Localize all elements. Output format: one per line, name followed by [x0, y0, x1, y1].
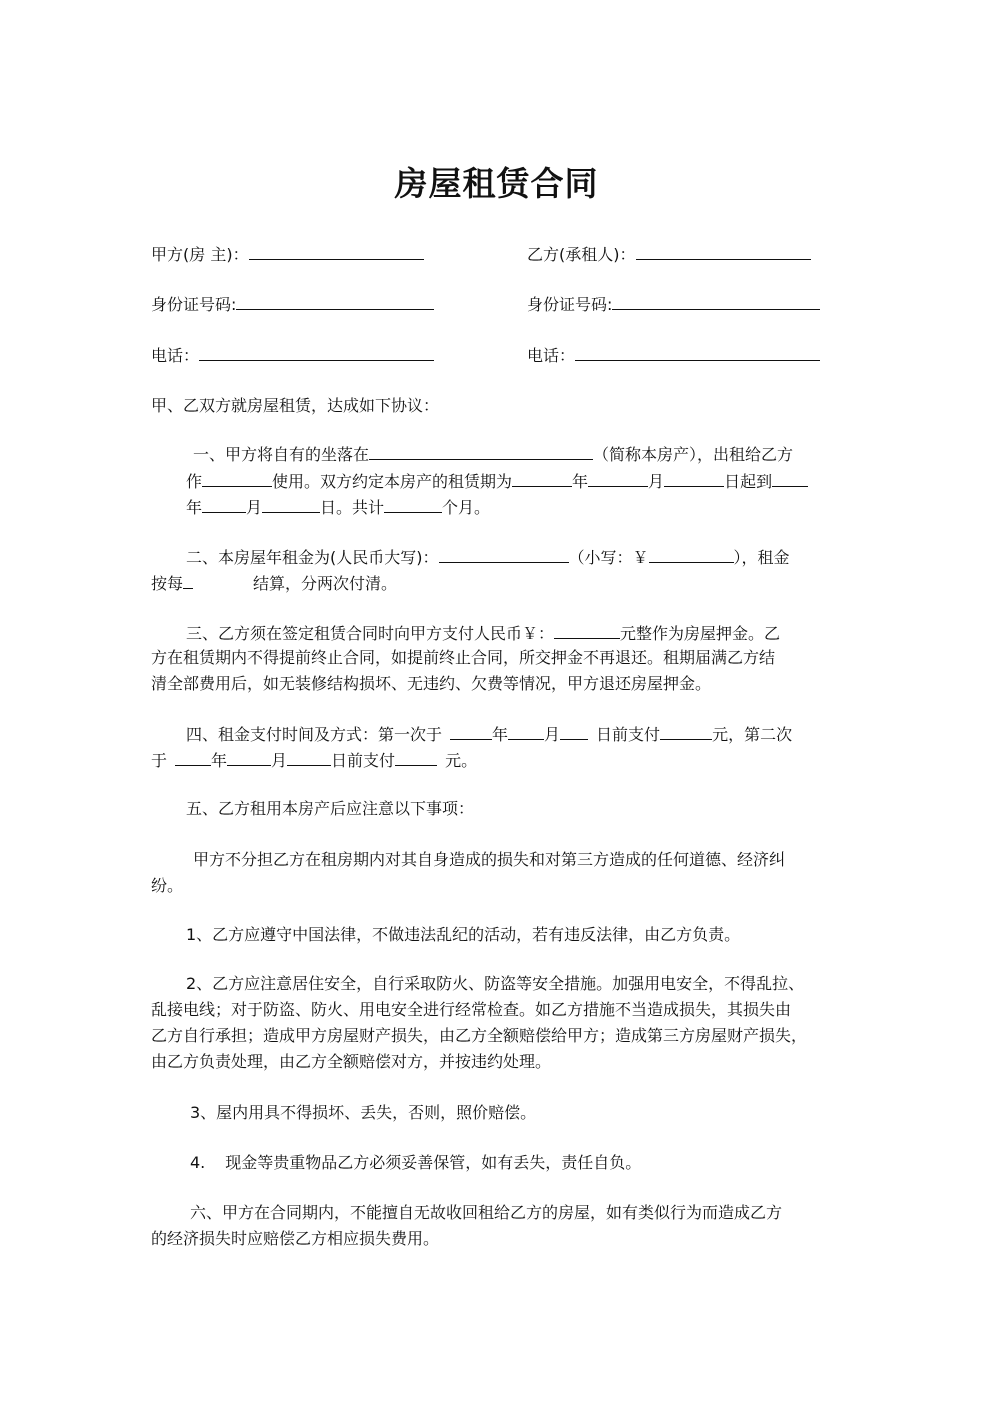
- first-pay-amount-field[interactable]: [660, 720, 712, 740]
- party-b-name-line: [527, 240, 811, 268]
- party-a-name-field[interactable]: [249, 240, 424, 260]
- party-b-name-field[interactable]: [636, 240, 811, 260]
- clause1-line3: [186, 493, 490, 521]
- clause5-item3: 3、屋内用具不得损坏、丢失，否则，照价赔偿。: [190, 1103, 537, 1122]
- year-label: 年: [492, 725, 509, 744]
- clause4-text: 四、租金支付时间及方式：第一次于: [186, 725, 443, 744]
- party-b-id-line: [527, 290, 820, 318]
- clause1-line1: [193, 440, 793, 468]
- month-label: 月: [648, 472, 665, 491]
- year-label: 年: [186, 498, 203, 517]
- property-location-field[interactable]: [369, 440, 593, 460]
- party-b-phone-line: [527, 341, 820, 369]
- clause4-line2: [151, 746, 477, 774]
- clause5-item1: 1、乙方应遵守中国法律，不做违法乱纪的活动，若有违反法律，由乙方负责。: [186, 925, 741, 944]
- annual-rent-words-field[interactable]: [439, 543, 569, 563]
- start-year-field[interactable]: [512, 467, 572, 487]
- party-b-id-label: 身份证号码:: [527, 295, 613, 314]
- second-pay-day-field[interactable]: [287, 746, 331, 766]
- end-day-field[interactable]: [262, 493, 320, 513]
- clause5-item2-line2: 乱接电线；对于防盗、防火、用电安全进行经常检查。如乙方措施不当造成损失，其损失由: [151, 1000, 792, 1019]
- clause2-text: 结算，分两次付清。: [253, 574, 398, 593]
- clause1-text: 日。共计: [320, 498, 385, 517]
- clause2-text: 二、本房屋年租金为(人民币大写)：: [186, 548, 439, 567]
- party-b-phone-label: 电话：: [527, 346, 576, 365]
- party-b-id-field[interactable]: [612, 290, 820, 310]
- clause3-line3: 清全部费用后，如无装修结构损坏、无违约、欠费等情况，甲方退还房屋押金。: [151, 674, 712, 693]
- party-a-label: 甲方(房 主)：: [151, 245, 249, 264]
- intro-text: 甲、乙双方就房屋租赁，达成如下协议：: [151, 396, 440, 415]
- party-a-name-line: [151, 240, 424, 268]
- annual-rent-number-field[interactable]: [649, 543, 734, 563]
- party-a-id-line: [151, 290, 434, 318]
- usage-field[interactable]: [202, 467, 272, 487]
- first-pay-year-field[interactable]: [450, 720, 492, 740]
- clause2-line2: [151, 569, 397, 597]
- end-year-field[interactable]: [772, 467, 808, 487]
- party-b-phone-field[interactable]: [575, 341, 820, 361]
- clause2-text: （小写：￥: [568, 548, 649, 567]
- clause2-text: ），租金: [733, 548, 790, 567]
- second-pay-amount-field[interactable]: [395, 746, 437, 766]
- clause5-note-line1: 甲方不分担乙方在租房期内对其自身造成的损失和对第三方造成的任何道德、经济纠: [193, 850, 786, 869]
- clause6-line1: 六、甲方在合同期内，不能擅自无故收回租给乙方的房屋，如有类似行为而造成乙方: [190, 1203, 783, 1222]
- party-b-label: 乙方(承租人)：: [527, 245, 636, 264]
- party-a-phone-line: [151, 341, 434, 369]
- clause4-text: 日前支付: [596, 725, 661, 744]
- start-month-field[interactable]: [588, 467, 648, 487]
- item4-number: 4.: [190, 1153, 206, 1172]
- clause1-text: 使用。双方约定本房产的租赁期为: [272, 472, 513, 491]
- clause5-item4: [190, 1150, 641, 1176]
- second-pay-month-field[interactable]: [227, 746, 271, 766]
- clause3-text: 元整作为房屋押金。乙: [620, 624, 781, 643]
- party-a-id-label: 身份证号码:: [151, 295, 237, 314]
- clause5-item2-line1: 2、乙方应注意居住安全，自行采取防火、防盗等安全措施。加强用电安全，不得乱拉、: [186, 974, 805, 993]
- clause1-text: 一、甲方将自有的坐落在: [193, 445, 370, 464]
- year-label: 年: [211, 751, 228, 770]
- clause2-line1: [186, 543, 790, 571]
- clause2-text: 按每: [151, 574, 184, 593]
- first-pay-month-field[interactable]: [508, 720, 544, 740]
- clause3-text: 三、乙方须在签定租赁合同时向甲方支付人民币￥：: [186, 624, 555, 643]
- start-day-field[interactable]: [664, 467, 724, 487]
- clause4-text: 元，第二次: [712, 725, 793, 744]
- total-months-field[interactable]: [384, 493, 442, 513]
- second-pay-year-field[interactable]: [175, 746, 211, 766]
- document-title: 房屋租赁合同: [394, 164, 599, 203]
- first-pay-day-field[interactable]: [560, 720, 588, 740]
- clause1-text: 个月。: [442, 498, 491, 517]
- party-a-id-field[interactable]: [236, 290, 434, 310]
- clause4-text: 日前支付: [331, 751, 396, 770]
- clause5-note-line2: 纷。: [151, 876, 184, 895]
- payment-period-field[interactable]: [183, 569, 193, 589]
- clause1-text: 日起到: [724, 472, 773, 491]
- clause1-text: 作: [186, 472, 203, 491]
- clause3-line1: [186, 619, 780, 647]
- item4-text: 现金等贵重物品乙方必须妥善保管，如有丢失，责任自负。: [225, 1153, 642, 1172]
- clause4-text: 元。: [445, 751, 478, 770]
- clause5-item2-line4: 由乙方负责处理，由乙方全额赔偿对方，并按违约处理。: [151, 1052, 552, 1071]
- clause1-text: （简称本房产），出租给乙方: [593, 445, 794, 464]
- month-label: 月: [246, 498, 263, 517]
- month-label: 月: [544, 725, 561, 744]
- clause1-line2: [186, 467, 808, 495]
- clause4-line1: [186, 720, 792, 748]
- clause3-line2: 方在租赁期内不得提前终止合同，如提前终止合同，所交押金不再退还。租期届满乙方结: [151, 648, 776, 667]
- clause5-heading: 五、乙方租用本房产后应注意以下事项：: [186, 799, 475, 818]
- year-label: 年: [572, 472, 589, 491]
- clause5-item2-line3: 乙方自行承担；造成甲方房屋财产损失，由乙方全额赔偿给甲方；造成第三方房屋财产损失，: [151, 1026, 808, 1045]
- deposit-amount-field[interactable]: [554, 619, 620, 639]
- month-label: 月: [271, 751, 288, 770]
- party-a-phone-label: 电话：: [151, 346, 200, 365]
- party-a-phone-field[interactable]: [199, 341, 434, 361]
- clause4-text: 于: [151, 751, 168, 770]
- end-month-field[interactable]: [202, 493, 246, 513]
- clause6-line2: 的经济损失时应赔偿乙方相应损失费用。: [151, 1229, 440, 1248]
